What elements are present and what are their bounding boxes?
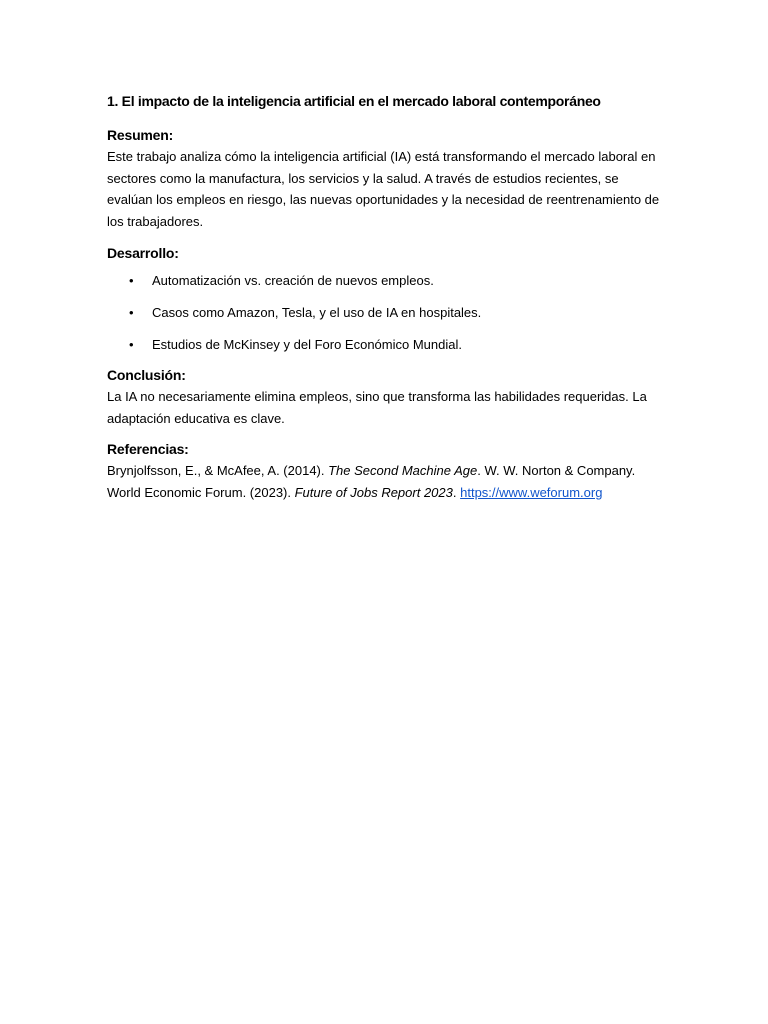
document-title: 1. El impacto de la inteligencia artificial en el mercado laboral contemporáneo [107,93,601,109]
conclusion-heading: Conclusión: [107,366,186,383]
bullet-icon: • [129,272,134,288]
reference-2-separator: . [452,485,461,501]
conclusion-section [107,364,667,429]
conclusion-text: La IA no necesariamente elimina empleos, sino que transforma las habilidades requeridas. La adaptación educativa es clave. [107,388,647,426]
reference-1 [107,460,667,482]
list-item-text: Casos como Amazon, Tesla, y el uso de IA en hospitales. [152,304,482,320]
desarrollo-section [107,242,667,355]
reference-1-title: The Second Machine Age [328,463,478,479]
resumen-section [107,124,667,233]
resumen-text: Este trabajo analiza cómo la inteligencia artificial (IA) está transformando el mercado laboral en sectores como la manufactura, los servicios y la salud. A través de estudios recientes, se evalúan los empleos en riesgo, las nuevas oportunidades y la necesidad de reentrenamiento de los trabajadores. [107,149,660,230]
list-item-text: Estudios de McKinsey y del Foro Económico Mundial. [152,336,462,352]
document-page [107,90,667,513]
referencias-section [107,438,667,504]
reference-1-authors: Brynjolfsson, E., & McAfee, A. (2014). [107,463,329,479]
list-item [107,270,667,291]
referencias-heading: Referencias: [107,441,189,458]
list-item [107,302,667,323]
reference-1-publisher: . W. W. Norton & Company. [477,463,636,479]
reference-2 [107,482,667,504]
weforum-link[interactable]: https://www.weforum.org [460,485,603,501]
reference-2-authors: World Economic Forum. (2023). [107,485,295,501]
reference-2-title: Future of Jobs Report 2023 [294,485,453,501]
desarrollo-list [107,270,667,355]
bullet-icon: • [129,336,134,352]
bullet-icon: • [129,304,134,320]
desarrollo-heading: Desarrollo: [107,244,179,261]
list-item [107,334,667,355]
resumen-heading: Resumen: [107,127,174,143]
list-item-text: Automatización vs. creación de nuevos empleos. [152,272,434,288]
